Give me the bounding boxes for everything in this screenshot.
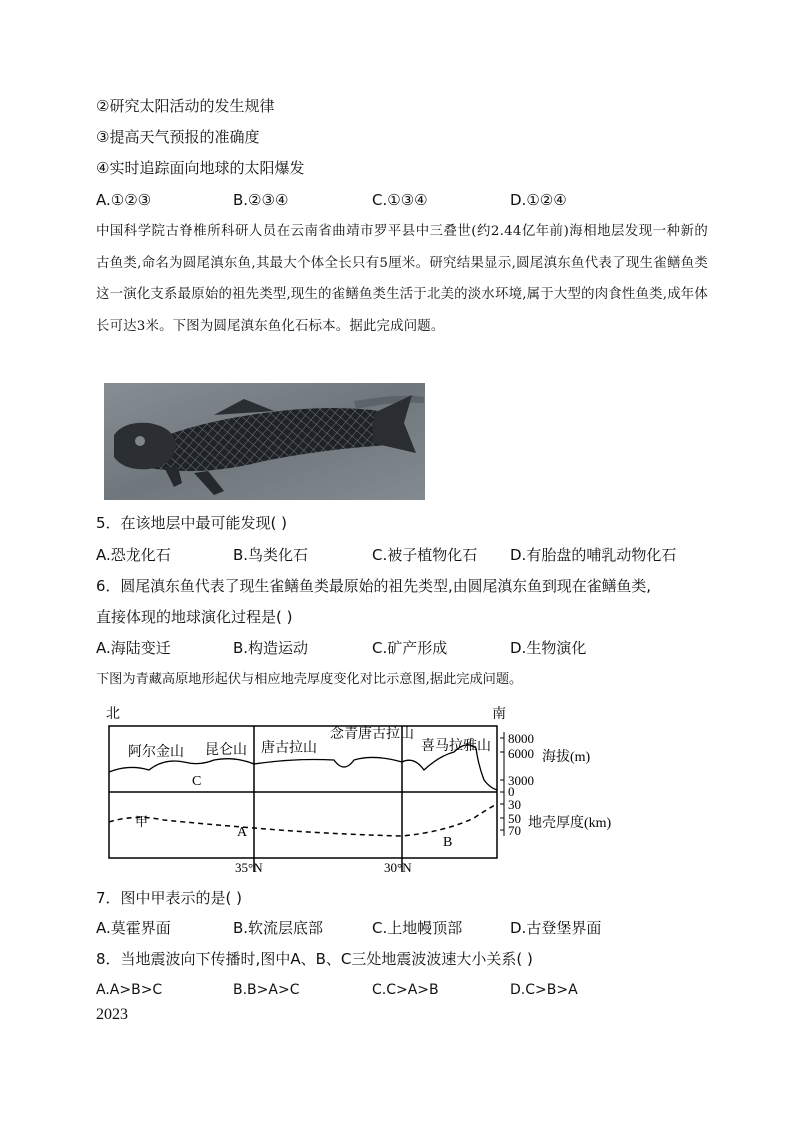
plateau-crust-diagram xyxy=(104,704,612,876)
q7-stem: 7．图中甲表示的是( ) xyxy=(96,889,243,907)
lat-35-label: 35°N xyxy=(235,860,263,875)
list-item-2: ②研究太阳活动的发生规律 xyxy=(96,97,275,115)
elev-tick-6000: 6000 xyxy=(508,746,534,761)
fossil-photo xyxy=(104,383,425,500)
passage-fossil: 中国科学院古脊椎所科研人员在云南省曲靖市罗平县中三叠世(约2.44亿年前)海相地层发现一种新的古鱼类,命名为圆尾滇东鱼,其最大个体全长只有5厘米。研究结果显示,圆尾滇东鱼代表了现生雀鳝鱼类这一演化支系最原始的祖先类型,现生的雀鳝鱼类生活于北美的淡水环境,属于大型的肉食性鱼类,成年体长可达3米。下图为圆尾滇东鱼化石标本。据此完成问题。 xyxy=(96,224,708,334)
q8-stem: 8．当地震波向下传播时,图中A、B、C三处地震波波速大小关系( ) xyxy=(96,950,533,968)
north-label: 北 xyxy=(106,707,120,722)
mountain-himalaya: 喜马拉雅山 xyxy=(421,739,491,754)
q5-option-a: A.恐龙化石 xyxy=(96,546,171,564)
q5-stem: 5．在该地层中最可能发现( ) xyxy=(96,514,288,532)
q5-option-b: B.鸟类化石 xyxy=(233,546,309,564)
q7-option-b: B.软流层底部 xyxy=(233,919,324,937)
mountain-aerjin: 阿尔金山 xyxy=(128,745,184,760)
q5-option-c: C.被子植物化石 xyxy=(372,546,478,564)
passage-plateau: 下图为青藏高原地形起伏与相应地壳厚度变化对比示意图,据此完成问题。 xyxy=(96,672,523,687)
elevation-label: 海拔(m) xyxy=(542,750,591,765)
list-item-4: ④实时追踪面向地球的太阳爆发 xyxy=(96,159,305,177)
point-a-label: A xyxy=(237,825,248,840)
q8-option-a: A.A>B>C xyxy=(96,982,163,998)
fossil-fish-image xyxy=(104,383,425,500)
thick-tick-30: 30 xyxy=(508,797,521,812)
thickness-label: 地壳厚度(km) xyxy=(528,816,612,831)
list-item-3: ③提高天气预报的准确度 xyxy=(96,128,260,146)
q4-option-c: C.①③④ xyxy=(372,191,428,209)
page-footer-year: 2023 xyxy=(96,1006,128,1023)
mountain-nyenchen: 念青唐古拉山 xyxy=(330,727,414,742)
point-c-label: C xyxy=(192,774,202,789)
thick-tick-70: 70 xyxy=(508,823,521,838)
mountain-tanggula: 唐古拉山 xyxy=(261,741,317,756)
q6-stem-line2: 直接体现的地球演化过程是( ) xyxy=(96,608,293,626)
q7-option-c: C.上地幔顶部 xyxy=(372,919,463,937)
jia-label: 甲 xyxy=(135,814,149,829)
q6-stem-line1: 6．圆尾滇东鱼代表了现生雀鳝鱼类最原始的祖先类型,由圆尾滇东鱼到现在雀鳝鱼类, xyxy=(96,577,652,595)
q7-option-d: D.古登堡界面 xyxy=(510,919,602,937)
q7-option-a: A.莫霍界面 xyxy=(96,919,171,937)
q4-option-a: A.①②③ xyxy=(96,191,152,209)
elev-tick-3000: 3000 xyxy=(508,773,534,788)
q6-option-d: D.生物演化 xyxy=(510,639,587,657)
lat-30-label: 30°N xyxy=(384,860,412,875)
south-label: 南 xyxy=(492,707,506,722)
mountain-kunlun: 昆仑山 xyxy=(205,743,247,758)
q4-option-d: D.①②④ xyxy=(510,191,567,209)
q8-option-d: D.C>B>A xyxy=(510,982,578,998)
q4-option-b: B.②③④ xyxy=(233,191,289,209)
q8-option-c: C.C>A>B xyxy=(372,982,439,998)
q8-option-b: B.B>A>C xyxy=(233,982,300,998)
point-b-label: B xyxy=(443,835,453,850)
q6-option-a: A.海陆变迁 xyxy=(96,639,171,657)
thick-tick-50: 50 xyxy=(508,811,521,826)
elev-tick-0: 0 xyxy=(508,784,515,799)
jia-boundary-line xyxy=(109,804,497,836)
q5-option-d: D.有胎盘的哺乳动物化石 xyxy=(510,546,677,564)
elev-tick-8000: 8000 xyxy=(508,731,534,746)
q6-option-c: C.矿产形成 xyxy=(372,639,448,657)
q6-option-b: B.构造运动 xyxy=(233,639,309,657)
